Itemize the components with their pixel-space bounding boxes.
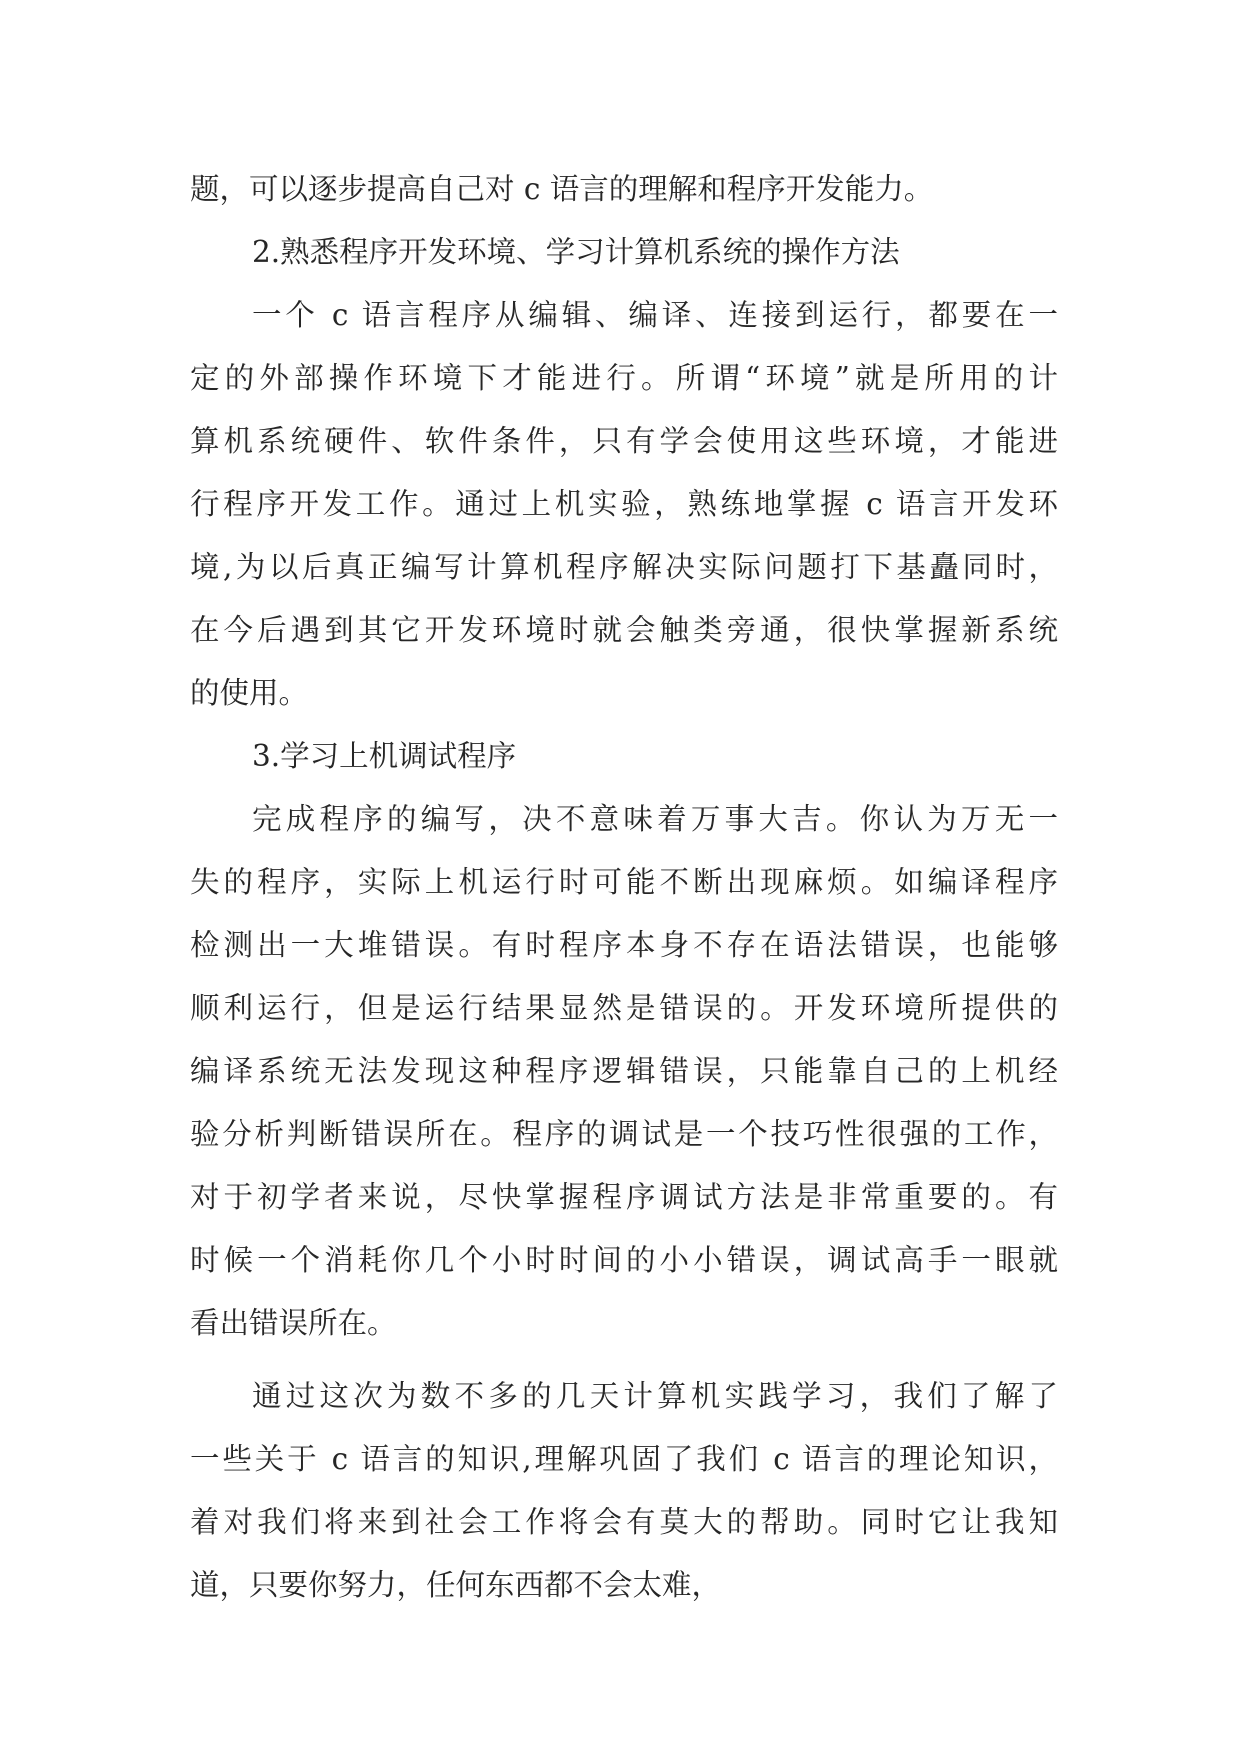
text-line: 在今后遇到其它开发环境时就会触类旁通，很快掌握新系统 (190, 613, 1058, 647)
text-line: 行程序开发工作。通过上机实验，熟练地掌握 c 语言开发环 (190, 487, 1058, 521)
paragraph-continuation (190, 158, 1058, 221)
text-line: 定的外部操作环境下才能进行。所谓“环境”就是所用的计 (190, 361, 1058, 395)
text-line: 题，可以逐步提高自己对 c 语言的理解和程序开发能力。 (190, 172, 934, 206)
text-line: 的使用。 (190, 676, 309, 710)
text-line: 通过这次为数不多的几天计算机实践学习，我们了解了 (252, 1379, 1058, 1413)
heading-text: 3.学习上机调试程序 (252, 739, 517, 773)
paragraph-debugging (190, 788, 1058, 1355)
text-line: 一些关于 c 语言的知识,理解巩固了我们 c 语言的理论知识， (190, 1442, 1058, 1476)
text-line: 着对我们将来到社会工作将会有莫大的帮助。同时它让我知 (190, 1505, 1058, 1539)
text-line: 编译系统无法发现这种程序逻辑错误，只能靠自己的上机经 (190, 1054, 1058, 1088)
paragraph-conclusion (190, 1365, 1058, 1617)
text-line: 看出错误所在。 (190, 1306, 397, 1340)
text-line: 顺利运行，但是运行结果显然是错误的。开发环境所提供的 (190, 991, 1058, 1025)
text-line: 境,为以后真正编写计算机程序解决实际问题打下基矗同时， (190, 550, 1058, 584)
text-line: 时候一个消耗你几个小时时间的小小错误，调试高手一眼就 (190, 1243, 1058, 1277)
section-heading-2 (190, 221, 1058, 284)
heading-text: 2.熟悉程序开发环境、学习计算机系统的操作方法 (252, 235, 900, 269)
text-line: 算机系统硬件、软件条件，只有学会使用这些环境，才能进 (190, 424, 1058, 458)
text-line: 一个 c 语言程序从编辑、编译、连接到运行，都要在一 (252, 298, 1058, 332)
paragraph-environment (190, 284, 1058, 725)
section-heading-3 (190, 725, 1058, 788)
text-line: 完成程序的编写，决不意味着万事大吉。你认为万无一 (252, 802, 1058, 836)
text-line: 道，只要你努力，任何东西都不会太难， (190, 1568, 722, 1602)
text-line: 对于初学者来说，尽快掌握程序调试方法是非常重要的。有 (190, 1180, 1058, 1214)
text-line: 检测出一大堆错误。有时程序本身不存在语法错误，也能够 (190, 928, 1058, 962)
document-body (190, 158, 1058, 1617)
text-line: 验分析判断错误所在。程序的调试是一个技巧性很强的工作， (190, 1117, 1058, 1151)
text-line: 失的程序，实际上机运行时可能不断出现麻烦。如编译程序 (190, 865, 1058, 899)
